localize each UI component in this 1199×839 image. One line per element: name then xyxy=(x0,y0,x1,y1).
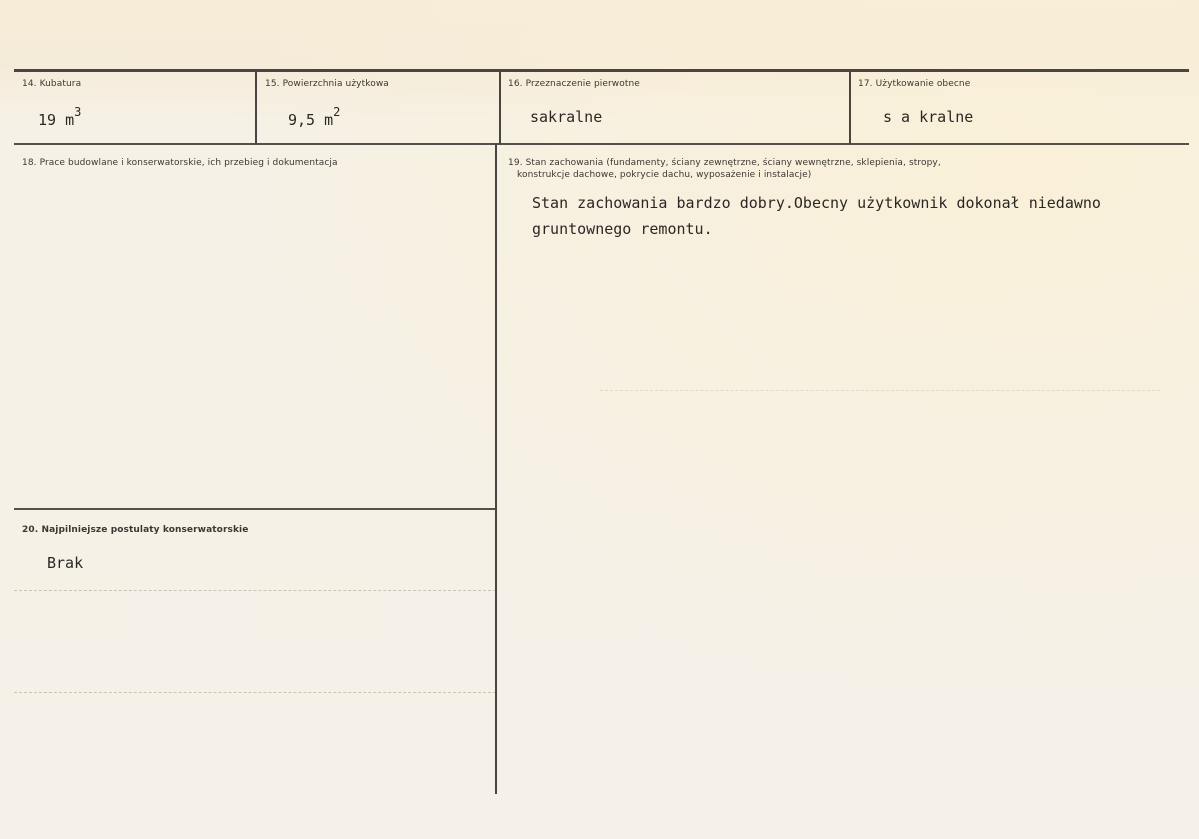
field18-bottom-rule xyxy=(14,508,496,510)
field-15-superscript: 2 xyxy=(333,105,341,119)
field-17-label: 17. Użytkowanie obecne xyxy=(858,79,971,89)
field-18-label: 18. Prace budowlane i konserwatorskie, ich przebieg i dokumentacja xyxy=(22,158,338,168)
field-14-label: 14. Kubatura xyxy=(22,79,82,89)
row1-bottom-rule xyxy=(14,143,1189,145)
field-19-label-line2: konstrukcje dachowe, pokrycie dachu, wyposażenie i instalacje) xyxy=(517,170,812,180)
field-19-text-line1: Stan zachowania bardzo dobry.Obecny użytkownik dokonał niedawno xyxy=(532,194,1101,212)
divider-14-15 xyxy=(255,70,257,144)
divider-main xyxy=(495,144,497,794)
top-rule xyxy=(14,69,1189,72)
field-15-value-text: 9,5 m xyxy=(288,111,334,129)
scan-line xyxy=(600,390,1160,391)
field-19-label-line1: 19. Stan zachowania (fundamenty, ściany zewnętrzne, ściany wewnętrzne, sklepienia, stropy, xyxy=(508,158,941,168)
field-14-value xyxy=(38,105,82,129)
field-19-text-line2: gruntownego remontu. xyxy=(532,220,713,238)
field-14-superscript: 3 xyxy=(74,105,82,119)
field-14-value-text: 19 m xyxy=(38,111,75,129)
field-17-value: s a kralne xyxy=(883,108,974,126)
scan-line xyxy=(14,692,496,693)
field-15-label: 15. Powierzchnia użytkowa xyxy=(265,79,389,89)
divider-16-17 xyxy=(849,70,851,144)
field-20-label: 20. Najpilniejsze postulaty konserwatorskie xyxy=(22,525,249,535)
field-16-label: 16. Przeznaczenie pierwotne xyxy=(508,79,640,89)
field-16-value: sakralne xyxy=(530,108,603,126)
scan-line xyxy=(14,590,496,591)
field-20-value: Brak xyxy=(47,554,84,572)
field-15-value xyxy=(288,105,341,129)
field-19-text xyxy=(532,190,1101,242)
divider-15-16 xyxy=(499,70,501,144)
